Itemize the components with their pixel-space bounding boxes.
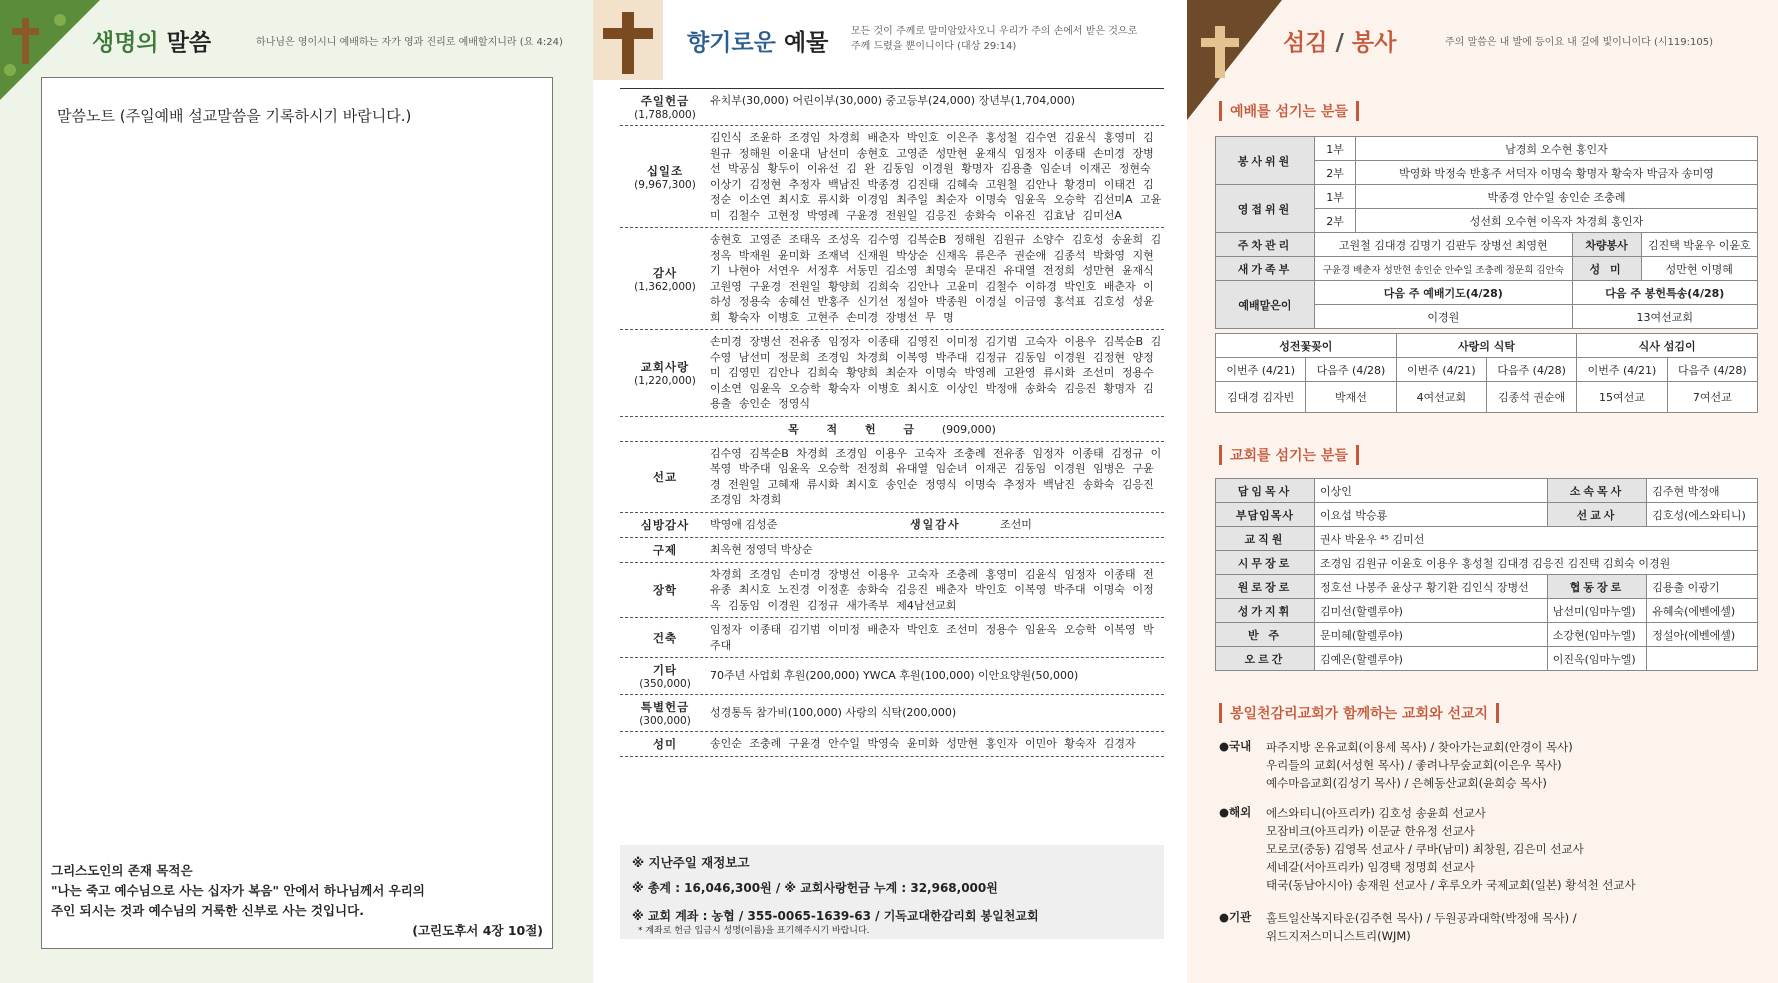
table-row [1216, 334, 1758, 358]
accomp-value: 정설아(에벤에셀) [1647, 623, 1758, 647]
offering-value: 손미경 장병선 전유종 임정자 이종태 김영진 이미정 김기범 고숙자 이용우 김복순B 김수영 남선미 정문희 조경임 차경희 이복영 박주대 김정규 김동임 이경원 김정현 양정미 김영민 김안나 김희숙 황양희 최순자 이명숙 박영례 고완영 류시화 조선미 정용수 이소연 임윤옥 오승학 황숙자 이병호 최시호 이상인 박정애 송화숙 김응진 황명자 김용출 송인순 정영식 [710, 335, 1162, 410]
newfamily-label: 새가족부 [1216, 257, 1315, 281]
title-part-a: 생명의 [92, 30, 159, 56]
flower-next: 박재선 [1306, 382, 1396, 413]
offering-label [620, 93, 710, 121]
choir-value: 유혜숙(에벤에셀) [1647, 599, 1758, 623]
assoc-value: 김주현 박정애 [1647, 479, 1758, 503]
finance-account: ※ 교회 계좌 : 농협 / 355-0065-1639-63 / 기독교대한감리회 봉일천교회 [632, 909, 1039, 923]
finance-title: ※ 지난주일 재정보고 [632, 855, 750, 870]
worship-servers-table [1215, 136, 1758, 329]
section-church-servers: 교회를 섬기는 분들 [1219, 445, 1359, 465]
bongsa-2: 박영화 박정숙 반홍주 서덕자 이명숙 황명자 황숙자 박금자 송미영 [1356, 161, 1758, 185]
honor-label: 원로장로 [1216, 575, 1315, 599]
bongsa-1: 남경희 오수현 홍인자 [1356, 137, 1758, 161]
offering-value: 송인순 조충례 구윤경 안수일 박영숙 윤미화 성만현 홍인자 이민아 황숙자 김경자 [710, 737, 1136, 750]
domestic-list [1266, 738, 1766, 792]
label-text: 십일조 [646, 163, 684, 178]
church-servers-table [1215, 478, 1758, 671]
list-item: 모잠비크(아프리카) 이문균 한유정 선교사 [1266, 824, 1475, 838]
offering-label [620, 542, 710, 558]
meal-label: 사랑의 식탁 [1396, 334, 1577, 358]
offering-row [620, 695, 1164, 732]
this-week: 이번주 (4/21) [1396, 358, 1486, 382]
institution-label: ●기관 [1219, 910, 1252, 924]
meal-next: 김종석 권순애 [1486, 382, 1576, 413]
overseas-list [1266, 804, 1766, 894]
verse: 주의 말씀은 내 발에 등이요 내 길에 빛이니이다 (시119:105) [1445, 37, 1713, 48]
parking-value: 고원철 김대경 김명기 김판두 장병선 최영현 [1315, 233, 1573, 257]
cook-this: 15여선교 [1577, 382, 1667, 413]
label-text: 기타 [652, 663, 678, 677]
organ-value [1647, 647, 1758, 671]
table-row [1216, 503, 1758, 527]
title-part-a: 향기로운 [687, 30, 776, 56]
birthday-value: 조선미 [1000, 517, 1032, 531]
sermon-notes-box[interactable] [41, 77, 553, 949]
purpose-line: 그리스도인의 존재 목적은 [51, 863, 193, 878]
list-item: 모로코(중동) 김영목 선교사 / 쿠바(남미) 최창원, 김은미 선교사 [1266, 842, 1584, 856]
birthday-label: 생일감사 [910, 517, 961, 531]
title-part-b: 봉사 [1351, 30, 1397, 56]
institution-list [1266, 909, 1766, 945]
yeongjeop-2: 성선희 오수현 이옥자 차경희 홍인자 [1356, 209, 1758, 233]
section-worship-servers: 예배를 섬기는 분들 [1219, 101, 1359, 121]
missionary-value: 김호성(에스와티니) [1647, 503, 1758, 527]
flower-label: 성전꽃꽂이 [1216, 334, 1397, 358]
clergy-label: 교직원 [1216, 527, 1315, 551]
offering-value: 차경희 조경임 손미경 장병선 이용우 고숙자 조충례 홍영미 김윤식 임정자 이종태 전유종 최시호 노진경 이정훈 송화숙 김응진 배춘자 박인호 이복영 박주대 이명숙 이정옥 김동임 이경원 김정규 새가족부 제4남선교회 [710, 567, 1154, 612]
assist-value: 이요섭 박승룡 [1315, 503, 1548, 527]
purpose-reference: (고린도후서 4장 10절) [412, 923, 543, 938]
vehicle-label: 차량봉사 [1572, 233, 1641, 257]
clergy-value: 권사 박윤우 ⁴⁵ 김미선 [1315, 527, 1758, 551]
title-part-b: 말씀 [166, 30, 212, 56]
flower-this: 김대경 김자빈 [1216, 382, 1306, 413]
label-text: 장학 [652, 582, 678, 597]
offering-label [620, 622, 710, 653]
this-week: 이번주 (4/21) [1577, 358, 1667, 382]
accomp-label: 반 주 [1216, 623, 1315, 647]
label-amount: (300,000) [639, 715, 691, 727]
prep-label: 예배맡은이 [1216, 281, 1315, 329]
visit-birthday-values [710, 517, 1164, 533]
visit-value: 박영애 김성준 [710, 517, 778, 531]
label-text: 주일헌금 [640, 94, 690, 108]
vehicle-value: 김진택 박윤우 이윤호 [1641, 233, 1757, 257]
next-prayer: 이경원 [1315, 305, 1573, 329]
table-row [1216, 257, 1758, 281]
wooden-cross-icon [593, 0, 663, 80]
page-title [92, 24, 211, 57]
offering-value: 유치부(30,000) 어린이부(30,000) 중고등부(24,000) 장년부(1,704,000) [710, 94, 1076, 107]
offering-row [620, 563, 1164, 619]
offering-label [620, 446, 710, 508]
assist-label: 부담임목사 [1216, 503, 1315, 527]
offering-row [620, 330, 1164, 417]
offering-value: 임정자 이종태 김기범 이미정 배춘자 박인호 조선미 정용수 임윤옥 오승학 이복영 박주대 [710, 623, 1154, 652]
offering-label [620, 130, 710, 223]
offering-value: 최옥현 정영덕 박상순 [710, 542, 813, 556]
table-row [1216, 358, 1758, 382]
section-mission-partners: 봉일천감리교회가 함께하는 교회와 선교지 [1219, 703, 1499, 723]
verse-line: 주께 드렸을 뿐이니이다 (대상 29:14) [851, 41, 1017, 52]
offering-label [620, 662, 710, 690]
meal-this: 4여선교회 [1396, 382, 1486, 413]
choir-label: 성가지휘 [1216, 599, 1315, 623]
next-offering-label: 다음 주 봉헌특송(4/28) [1572, 281, 1757, 305]
next-week: 다음주 (4/28) [1486, 358, 1576, 382]
offering-row [620, 442, 1164, 513]
visit-label: 심방감사 [640, 517, 690, 532]
choir-value: 남선미(임마누엘) [1547, 599, 1647, 623]
cook-next: 7여선교 [1667, 382, 1757, 413]
table-row [1216, 137, 1758, 161]
list-item: 위드지저스미니스트리(WJM) [1266, 929, 1411, 943]
offering-row [620, 658, 1164, 695]
title-part-a: 섬김 [1283, 30, 1328, 56]
label-amount: (1,788,000) [634, 109, 696, 121]
offering-value: 성경통독 참가비(100,000) 사랑의 식탁(200,000) [710, 706, 957, 720]
purpose-amount: (909,000) [941, 422, 996, 436]
offering-label [620, 334, 710, 412]
table-row [1216, 647, 1758, 671]
table-row [1216, 382, 1758, 413]
table-row [1216, 185, 1758, 209]
seongmi-label: 성 미 [1572, 257, 1641, 281]
cook-label: 식사 섬김이 [1577, 334, 1758, 358]
label-text: 교회사랑 [640, 359, 690, 374]
yeongjeop-1: 박종경 안수일 송인순 조충례 [1356, 185, 1758, 209]
title-separator: / [1327, 30, 1352, 56]
verse-line: 모든 것이 주께로 말미암았사오니 우리가 주의 손에서 받은 것으로 [851, 26, 1138, 37]
offering-label [620, 232, 710, 325]
list-item: 우리들의 교회(서성현 목사) / 좋려나무숲교회(이은우 목사) [1266, 758, 1562, 772]
part-label: 2부 [1315, 161, 1356, 185]
this-week: 이번주 (4/21) [1216, 358, 1306, 382]
panel-offerings [593, 0, 1187, 983]
organ-value: 이진옥(임마누엘) [1547, 647, 1647, 671]
domestic-missions [1219, 738, 1769, 798]
table-row [1216, 623, 1758, 647]
offering-row [620, 88, 1164, 126]
label-text: 특별헌금 [640, 700, 690, 714]
purpose-offering-header [620, 417, 1164, 442]
panel-service [1187, 0, 1778, 983]
purpose-line: "나는 죽고 예수님으로 사는 십자가 복음" 안에서 하나님께서 우리의 [51, 883, 425, 898]
label-text: 건축 [652, 630, 678, 645]
list-item: 홀트일산복지타운(김주현 목사) / 두원공과대학(박정애 목사) / [1266, 911, 1577, 925]
offering-value: 김수영 김복순B 차경희 조경임 이용우 고숙자 조충례 전유종 임정자 이종태 김정규 이복영 박주대 임윤옥 오승학 전정희 유대열 임순녀 이재곤 김동임 이경원 임병은 구윤경 전원일 고혜재 류시화 최시호 송인순 정영식 이명숙 추정자 백남진 송화숙 김응진 조경임 차경희 [710, 446, 1162, 506]
offering-table [620, 88, 1164, 757]
label-amount: (9,967,300) [634, 178, 696, 191]
offering-value: 송현호 고영준 조태옥 조성옥 김수영 김복순B 정해원 김원규 소양수 김호성 송윤희 김정옥 박재원 윤미화 조재녁 신재원 박상순 신재옥 류은주 권순애 김종석 박화영 지현기 나현아 서연우 서정후 서동민 김소영 최명숙 문대진 유대열 전정희 성만현 윤재식 고원영 구윤경 전원일 황양희 김희숙 김안나 고윤미 김철수 이하경 박인호 배춘자 이하성 정용숙 송혜선 반홍주 신기선 정설아 박종원 이경실 이금영 홍석표 김호성 성윤희 황숙자 이병호 고현주 손미경 장병선 무 명 [710, 233, 1162, 324]
honor-value: 정호선 나봉주 윤상구 황기환 김인식 장병선 [1315, 575, 1548, 599]
table-row [1216, 479, 1758, 503]
offering-value: 김인식 조윤하 조경임 차경희 배춘자 박인호 이은주 홍성철 김수연 김윤식 홍영미 김원규 정해원 이윤대 남선미 송현호 고영준 성만현 윤재식 임정자 이종태 손미경 장병선 박공심 황두이 이유선 김 완 김동임 이경원 황명자 김용출 임순녀 이재곤 정현숙 이상기 김정현 추정자 백남진 박종경 김진태 김혜숙 고원철 김안나 황경미 이태건 김정순 이소연 최시호 류시화 이경임 최주일 최순자 이명숙 임윤옥 오승학 김선미A 고윤미 김철수 고현정 박영례 구윤경 전원일 김응진 송화숙 이유진 김효남 김미선A [710, 131, 1162, 222]
part-label: 1부 [1315, 137, 1356, 161]
coop-label: 협동장로 [1547, 575, 1647, 599]
table-row [1216, 527, 1758, 551]
list-item: 파주지방 온유교회(이용세 목사) / 찾아가는교회(안경이 목사) [1266, 740, 1573, 754]
next-week: 다음주 (4/28) [1667, 358, 1757, 382]
pastor-value: 이상인 [1315, 479, 1548, 503]
part-label: 2부 [1315, 209, 1356, 233]
pastor-label: 담임목사 [1216, 479, 1315, 503]
organ-value: 김예은(할렐루야) [1315, 647, 1548, 671]
christian-purpose-text [51, 861, 543, 941]
notes-label: 말씀노트 (주일예배 설교말씀을 기록하시기 바랍니다.) [57, 107, 412, 125]
offering-row [620, 732, 1164, 757]
seongmi-value: 성만현 이명혜 [1641, 257, 1757, 281]
offering-label [620, 699, 710, 727]
list-item: 세네갈(서아프리카) 임경택 정명희 선교사 [1266, 860, 1475, 874]
finance-total: ※ 총계 : 16,046,300원 / ※ 교회사랑헌금 누계 : 32,968,000원 [632, 881, 998, 895]
accomp-value: 문미혜(할렐루야) [1315, 623, 1548, 647]
organ-label: 오르간 [1216, 647, 1315, 671]
overseas-missions [1219, 804, 1769, 899]
missionary-label: 선교사 [1547, 503, 1647, 527]
label-amount: (1,362,000) [634, 280, 696, 293]
assoc-label: 소속목사 [1547, 479, 1647, 503]
label-text: 구제 [652, 542, 678, 557]
next-offering: 13여선교회 [1572, 305, 1757, 329]
coop-value: 김용출 이광기 [1647, 575, 1758, 599]
domestic-label: ●국내 [1219, 739, 1252, 753]
accomp-value: 소강현(임마누엘) [1547, 623, 1647, 647]
overseas-label: ●해외 [1219, 805, 1252, 819]
bongsa-label: 봉사위원 [1216, 137, 1315, 185]
rotation-table [1215, 333, 1758, 413]
table-row [1216, 599, 1758, 623]
verse: 하나님은 영이시니 예배하는 자가 영과 진리로 예배할지니라 (요 4:24) [256, 37, 563, 48]
offering-label [620, 736, 710, 752]
offering-label [620, 567, 710, 614]
finance-note: * 계좌로 헌금 입금시 성명(이름)을 표기해주시기 바랍니다. [638, 926, 870, 936]
offering-row [620, 228, 1164, 330]
table-row [1216, 233, 1758, 257]
page-title [1283, 24, 1396, 57]
parking-label: 주차관리 [1216, 233, 1315, 257]
table-row [1216, 575, 1758, 599]
list-item: 태국(동남아시아) 송재원 선교사 / 후루오카 국제교회(일본) 황석천 선교사 [1266, 878, 1636, 892]
verse [851, 24, 1137, 54]
page-title [687, 24, 828, 57]
choir-value: 김미선(할렐루야) [1315, 599, 1548, 623]
table-row [1216, 281, 1758, 305]
offering-row [620, 618, 1164, 658]
label-amount: (350,000) [639, 678, 691, 690]
label-text: 감사 [652, 265, 678, 280]
label-amount: (1,220,000) [634, 374, 696, 387]
newfamily-value: 구윤경 배춘자 성만현 송인순 안수일 조충례 정문희 김안숙 [1315, 257, 1573, 281]
part-label: 1부 [1315, 185, 1356, 209]
list-item: 에스와티니(아프리카) 김호성 송윤희 선교사 [1266, 806, 1486, 820]
panel-word-of-life [0, 0, 593, 983]
institution-missions [1219, 909, 1769, 949]
title-part-b: 예물 [783, 30, 829, 56]
purpose-line: 주인 되시는 것과 예수님의 거룩한 신부로 사는 것입니다. [51, 903, 364, 918]
offering-row [620, 126, 1164, 228]
label-text: 선교 [652, 469, 678, 484]
elder-label: 시무장로 [1216, 551, 1315, 575]
finance-report [620, 845, 1164, 939]
list-item: 예수마음교회(김성기 목사) / 은혜동산교회(윤희승 목사) [1266, 776, 1547, 790]
next-prayer-label: 다음 주 예배기도(4/28) [1315, 281, 1573, 305]
label-text: 성미 [652, 737, 678, 751]
offering-value: 70주년 사업회 후원(200,000) YWCA 후원(100,000) 이안요양원(50,000) [710, 669, 1079, 683]
offering-row [620, 538, 1164, 563]
visit-birthday-row [620, 513, 1164, 538]
next-week: 다음주 (4/28) [1306, 358, 1396, 382]
elder-value: 조경임 김원규 이윤호 이용우 홍성철 김대경 김응진 김진택 김희숙 이경원 [1315, 551, 1758, 575]
yeongjeop-label: 영접위원 [1216, 185, 1315, 233]
table-row [1216, 551, 1758, 575]
purpose-header-text: 목 적 헌 금 [788, 422, 927, 436]
